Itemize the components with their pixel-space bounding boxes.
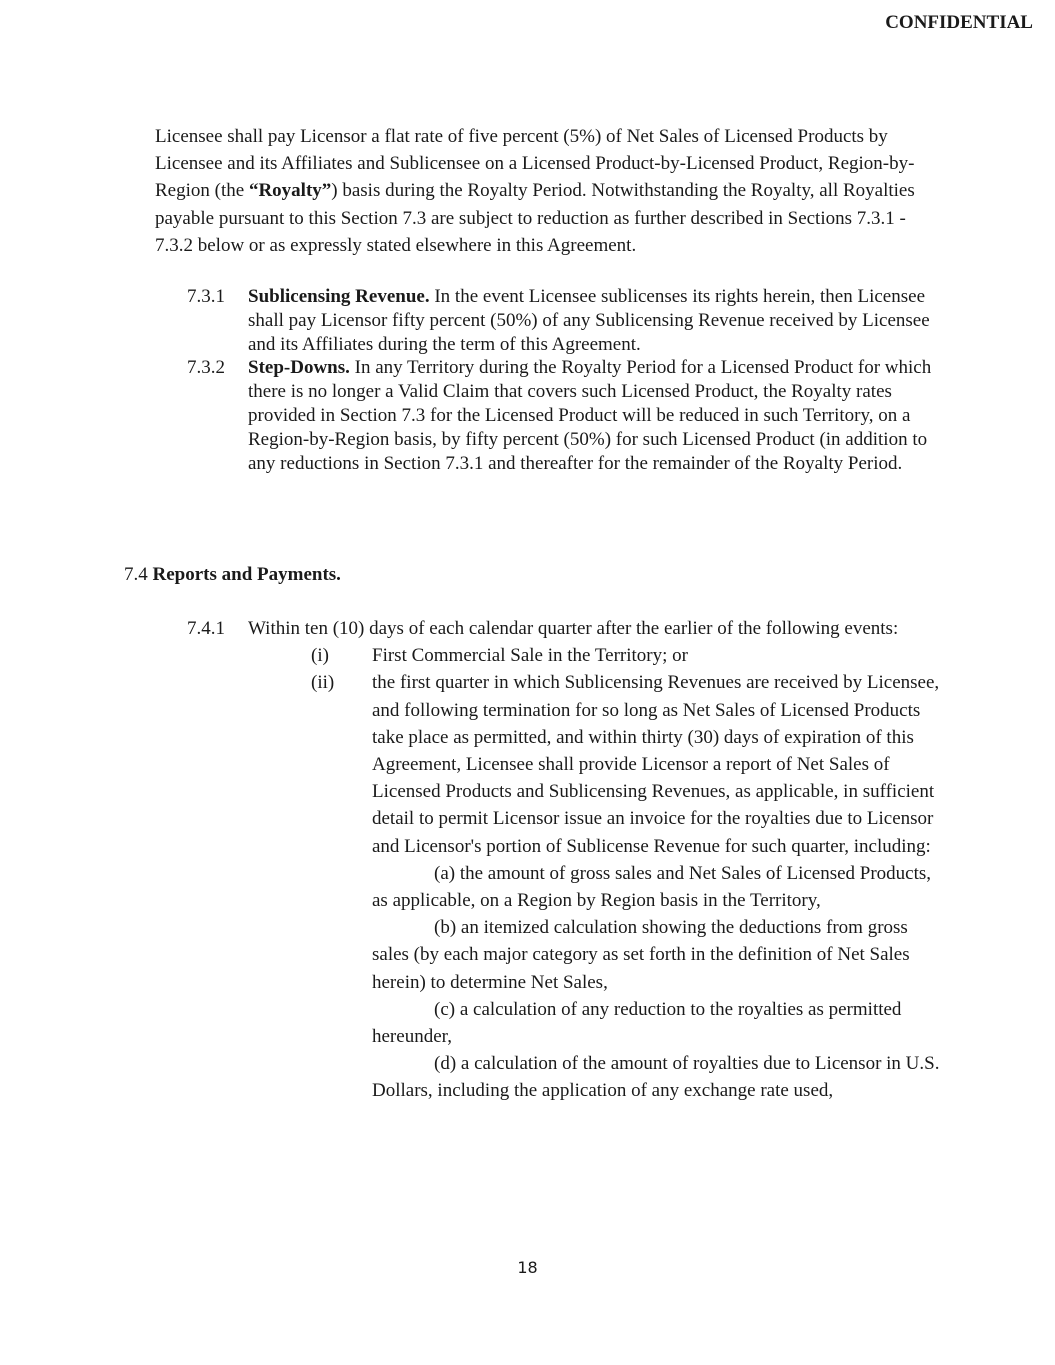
section-heading: Step-Downs. [248,357,350,379]
section-text: In any Territory during the Royalty Period for a Licensed Product for which there is no longer a Valid Claim that covers such Licensed Product, the Royalty rates provided in Section 7.3 for the Licensed Product will be reduced in such Territory, on a Region-by-Region basis, by fifty percent (50%) for such Licensed Product (in addition to any reductions in Section 7.3.1 and thereafter for the remainder of the Royalty Period. [248,357,932,474]
section-7-3-subsections [187,285,947,475]
sub-item-a: (a) the amount of gross sales and Net Sales of Licensed Products, as applicable, on a Region by Region basis in the Territory, [372,862,932,912]
list-item-ii [311,669,947,1104]
section-7-3-2 [187,356,947,475]
section-number: 7.3.1 [187,286,225,307]
section-number: 7.4 [124,564,148,585]
page-number: 18 [517,1258,538,1277]
confidential-label: CONFIDENTIAL [885,12,1033,33]
sub-item-c: (c) a calculation of any reduction to the royalties as permitted hereunder, [372,998,902,1048]
royalty-paragraph [155,123,945,259]
sub-item-b: (b) an itemized calculation showing the deductions from gross sales (by each major category as set forth in the definition of Net Sales herein) to determine Net Sales, [372,917,910,993]
section-7-3-1 [187,285,947,356]
section-number: 7.3.2 [187,357,225,379]
royalty-text-part2: ) basis during the Royalty Period. Notwithstanding the Royalty, all Royalties payable pursuant to this Section 7.3 are subject to reduction as further described in Sections 7.3.1 - 7.3.2 below or as expressly stated elsewhere in this Agreement. [155,180,915,256]
royalty-text-part1: Licensee shall pay Licensor a flat rate of five percent (5%) of Net Sales of Licensed Products by Licensee and its Affiliates and Sublicensee on a Licensed Product-by-Licensed Product, Region-by-Region (the [155,126,915,202]
list-text: the first quarter in which Sublicensing Revenues are received by Licensee, and following termination for so long as Net Sales of Licensed Products take place as permitted, and within thirty (30) days of expiration of this Agreement, Licensee shall provide Licensor a report of Net Sales of Licensed Products and Sublicensing Revenues, as applicable, in sufficient detail to permit Licensor issue an invoice for the royalties due to Licensor and Licensor's portion of Sublicense Revenue for such quarter, including: [372,672,940,857]
list-label: (i) [311,645,329,667]
list-item-i [311,642,947,669]
list-label: (ii) [311,672,335,694]
section-text: Within ten (10) days of each calendar quarter after the earlier of the following events: [248,618,899,639]
section-number: 7.4.1 [187,618,225,639]
section-7-4-heading [124,561,341,588]
section-text: In the event Licensee sublicenses its rights herein, then Licensee shall pay Licensor fifty percent (50%) of any Sublicensing Revenue received by Licensee and its Affiliates during the term of this Agreement. [248,286,930,355]
list-item-ii-body [372,669,947,1104]
section-body [248,356,947,475]
list-text: First Commercial Sale in the Territory; or [372,645,688,667]
section-heading: Reports and Payments. [152,564,341,585]
royalty-defined-term: “Royalty” [248,180,332,202]
section-body [248,285,947,356]
section-7-4-1-row [187,615,947,642]
sub-item-d: (d) a calculation of the amount of royalties due to Licensor in U.S. Dollars, including the application of any exchange rate used, [372,1053,940,1102]
section-7-4-1 [187,615,947,1105]
section-heading: Sublicensing Revenue. [248,286,430,307]
